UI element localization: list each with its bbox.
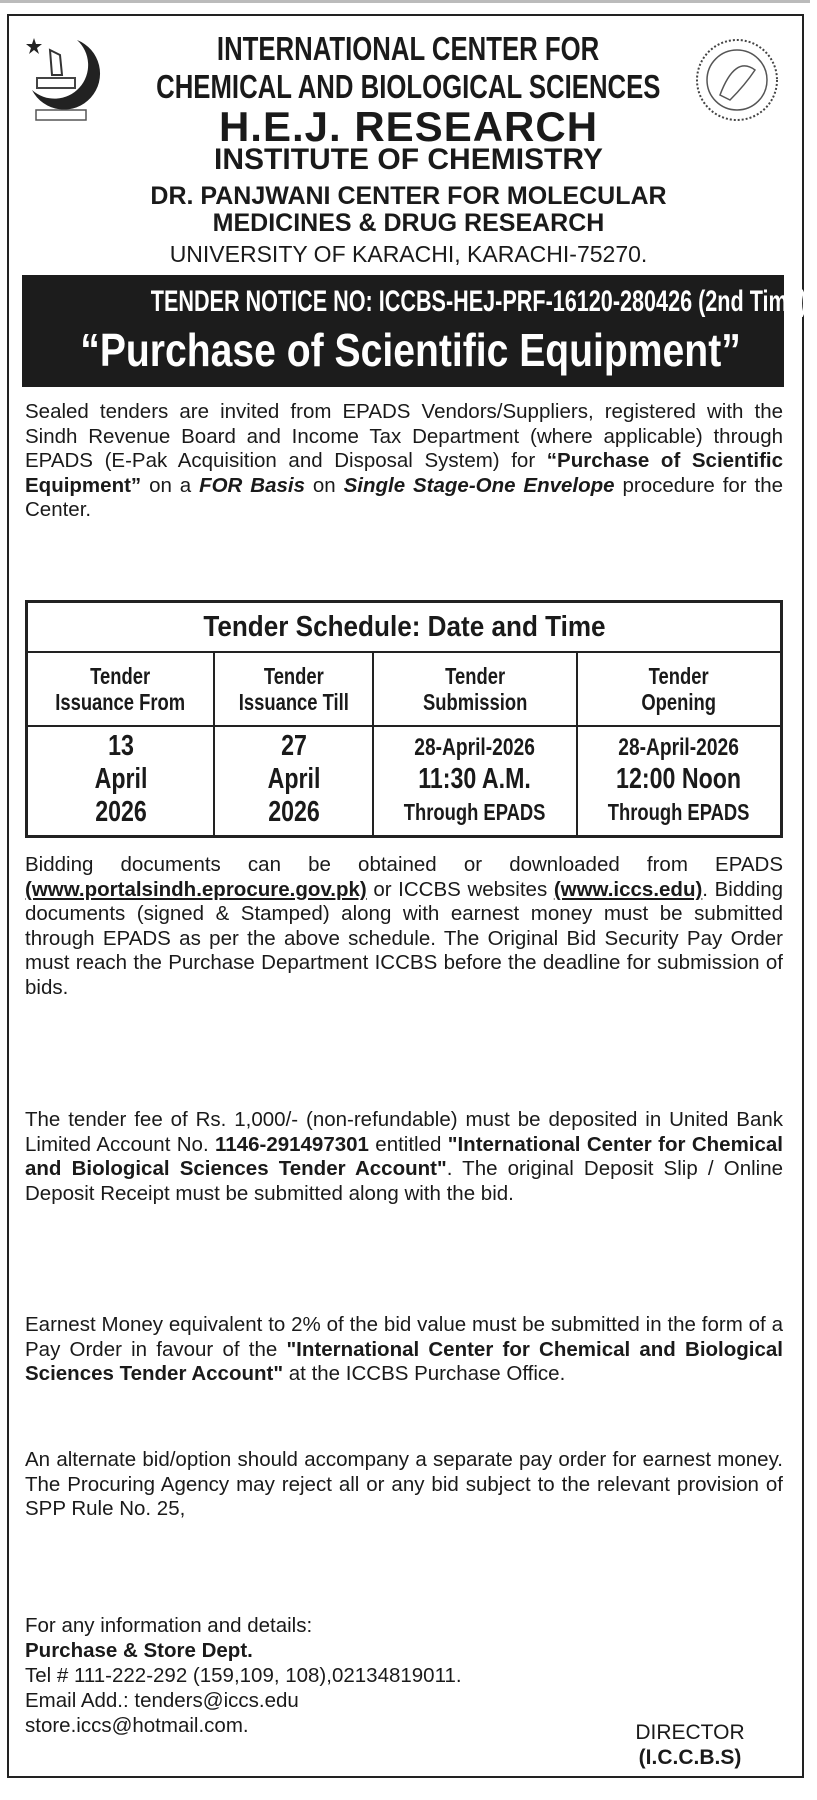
schedule-value-cell bbox=[373, 726, 577, 837]
value-line: April bbox=[94, 762, 147, 795]
schedule-value-cell bbox=[27, 726, 215, 837]
paragraph-text: The tender fee of Rs. 1,000/- (non-refundable) must be deposited in United Bank Limited Account No. bbox=[25, 1108, 783, 1156]
paragraph-text: “Purchase of Scientific Equipment” bbox=[25, 449, 784, 497]
paragraph-text: at the ICCBS Purchase Office. bbox=[283, 1362, 566, 1386]
paragraph-text: on bbox=[304, 473, 344, 497]
contact-intro: For any information and details: bbox=[25, 1614, 313, 1637]
value-line: 28-April-2026 bbox=[414, 733, 536, 761]
header-line: Submission bbox=[422, 689, 528, 715]
schedule-header-row bbox=[27, 652, 782, 726]
tender-schedule-table bbox=[25, 600, 783, 838]
contact-email-alt: store.iccs@hotmail.com. bbox=[25, 1714, 249, 1737]
page-top-rule bbox=[0, 0, 810, 3]
signature-block bbox=[610, 1720, 770, 1770]
contact-dept: Purchase & Store Dept. bbox=[25, 1639, 253, 1662]
paragraph-text: An alternate bid/option should accompany a separate pay order for earnest money. The Procuring Agency may reject all or any bid subject to the relevant provision of SPP Rule No. 25, bbox=[25, 1448, 783, 1521]
address-university: UNIVERSITY OF KARACHI, bbox=[169, 241, 461, 267]
signature-title: DIRECTOR bbox=[635, 1721, 745, 1744]
header-line: Tender bbox=[90, 663, 151, 689]
value-line: 12:00 Noon bbox=[616, 762, 742, 795]
header-line: Issuance From bbox=[55, 689, 186, 715]
contact-tel: Tel # 111-222-292 (159,109, 108),02134819011. bbox=[25, 1664, 462, 1687]
center-name-line-1: DR. PANJWANI CENTER FOR MOLECULAR bbox=[150, 182, 667, 210]
schedule-header-cell bbox=[214, 652, 373, 726]
website-link[interactable]: (www.portalsindh.eprocure.gov.pk) bbox=[25, 877, 367, 901]
signature-org: (I.C.C.B.S) bbox=[638, 1746, 742, 1769]
paragraph-text: Bidding documents can be obtained or downloaded from EPADS bbox=[25, 853, 783, 876]
value-line: 2026 bbox=[94, 795, 147, 828]
schedule-header-cell bbox=[27, 652, 215, 726]
notice-number-text: TENDER NOTICE NO: ICCBS-HEJ-PRF-16120-280426 (2nd Time). bbox=[150, 285, 813, 318]
tender-notice-banner bbox=[22, 275, 813, 387]
institute-title: H.E.J. RESEARCH bbox=[218, 103, 599, 150]
header-line: Tender bbox=[445, 663, 506, 689]
paragraph-text: Earnest Money equivalent to 2% of the bid value must be submitted in the form of a Pay Order in favour of the bbox=[25, 1313, 783, 1361]
contact-email: Email Add.: tenders@iccs.edu bbox=[25, 1689, 299, 1712]
paragraph-text: . The original Deposit Slip / Online Deposit Receipt must be submitted along with the bid. bbox=[25, 1157, 784, 1205]
institute-subtitle: INSTITUTE OF CHEMISTRY bbox=[214, 143, 603, 176]
paragraph-tender-fee bbox=[25, 1108, 783, 1206]
paragraph-text: entitled bbox=[368, 1132, 448, 1156]
header-text: INTERNATIONAL CENTER FOR bbox=[217, 30, 600, 67]
header-line: Opening bbox=[641, 689, 717, 715]
value-line: 28-April-2026 bbox=[618, 733, 740, 761]
paragraph-text: Single Stage-One Envelope bbox=[343, 473, 615, 497]
paragraph-text: or ICCBS websites bbox=[366, 877, 554, 901]
paragraph-text: 1146-291497301 bbox=[215, 1132, 369, 1156]
tender-title bbox=[22, 323, 784, 377]
value-line: Through EPADS bbox=[608, 798, 750, 825]
paragraph-alternate-bid bbox=[25, 1448, 783, 1522]
header-line: Tender bbox=[263, 663, 324, 689]
tender-notice-number bbox=[22, 285, 813, 319]
value-line: 2026 bbox=[267, 795, 320, 828]
address-city: KARACHI-75270. bbox=[460, 241, 648, 267]
schedule-value-row bbox=[27, 726, 782, 837]
paragraph-text: Sealed tenders are invited from EPADS Vendors/Suppliers, registered with the Sindh Revenue Board and Income Tax Department (where applicable) through EPADS (E-Pak Acquisition and Disposal System) for bbox=[25, 400, 783, 473]
address bbox=[0, 241, 817, 268]
schedule-header-cell bbox=[577, 652, 782, 726]
header-line-2 bbox=[0, 68, 817, 106]
website-link[interactable]: (www.iccs.edu) bbox=[553, 877, 703, 901]
contact-block bbox=[25, 1613, 462, 1738]
schedule-title bbox=[27, 602, 782, 653]
paragraph-text: "International Center for Chemical and Biological Sciences Tender Account" bbox=[25, 1337, 783, 1386]
paragraph-text: procedure for the Center. bbox=[25, 473, 784, 522]
value-line: April bbox=[267, 762, 321, 795]
schedule-title-text: Tender Schedule: Date and Time bbox=[202, 610, 606, 643]
paragraph-text: FOR Basis bbox=[199, 473, 305, 497]
value-line: 13 bbox=[107, 729, 134, 762]
header-line: Issuance Till bbox=[238, 689, 349, 715]
value-line: Through EPADS bbox=[404, 798, 546, 825]
schedule-value-cell bbox=[214, 726, 373, 837]
paragraph-earnest-money bbox=[25, 1313, 783, 1387]
paragraph-text: . Bidding documents (signed & Stamped) along with earnest money must be submitted through EPADS as per the above schedule. The Original Bid Security Pay Order must reach the Purchase Department ICCBS before the deadline for submission of bids. bbox=[25, 877, 783, 999]
schedule-header-cell bbox=[373, 652, 577, 726]
schedule-value-cell bbox=[577, 726, 782, 837]
header-text: CHEMICAL AND BIOLOGICAL SCIENCES bbox=[156, 68, 661, 105]
center-name-line-2: MEDICINES & DRUG RESEARCH bbox=[212, 209, 605, 237]
paragraph-text: on a bbox=[141, 473, 200, 497]
value-line: 11:30 A.M. bbox=[418, 762, 532, 795]
paragraph-invitation bbox=[25, 400, 783, 523]
paragraph-bidding-documents bbox=[25, 853, 783, 1001]
paragraph-text: "International Center for Chemical and Biological Sciences Tender Account" bbox=[25, 1132, 783, 1181]
header-line: Tender bbox=[648, 663, 709, 689]
tender-title-text: “Purchase of Scientific Equipment” bbox=[80, 324, 741, 376]
header-line-1 bbox=[0, 30, 817, 68]
value-line: 27 bbox=[280, 729, 307, 762]
